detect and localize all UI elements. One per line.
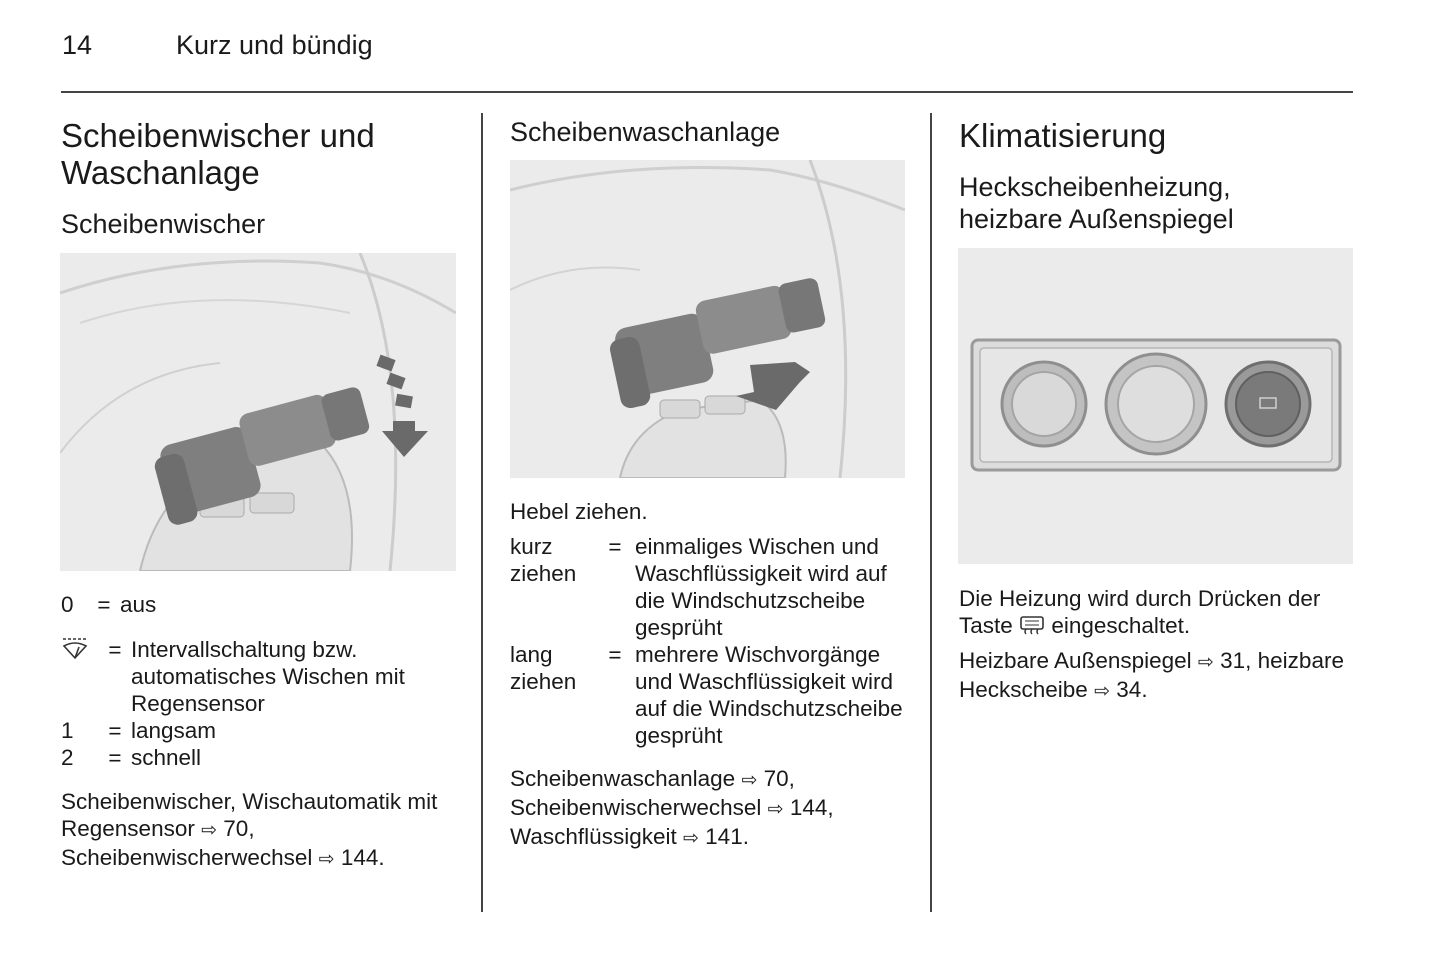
legend-equals: = [108,718,122,743]
rear-window-heating-icon [1019,614,1045,641]
ref-page[interactable]: 144 [789,795,828,820]
ref-page[interactable]: 70 [763,766,789,791]
column-divider-1 [481,113,483,912]
legend-equals: = [108,637,122,662]
arrow-ref-icon: ⇨ [201,820,218,841]
legend-row-slow [61,717,461,744]
arrow-ref-icon: ⇨ [318,849,335,870]
ref-text: Scheibenwischerwechsel [510,795,762,820]
legend-row-interval [61,636,461,717]
def-row-short [510,533,910,641]
arrow-ref-icon: ⇨ [1094,681,1111,702]
ref-page[interactable]: 31 [1220,648,1246,673]
def-equals: = [608,642,622,667]
legend-equals: = [108,745,122,770]
legend-row-fast [61,744,461,771]
para-text: eingeschaltet. [1051,613,1191,638]
wiper-interval-icon [61,636,99,717]
wiper-lever-illustration [60,253,456,571]
climate-references: Heizbare Außenspiegel ⇨ 31, heizbare Heckscheibe ⇨ 34. [959,648,1344,702]
def-equals: = [608,534,622,559]
ref-text: Waschflüssigkeit [510,824,677,849]
washer-lever-figure [510,160,905,478]
climate-panel-figure [958,248,1353,564]
arrow-ref-icon: ⇨ [1197,652,1214,673]
ref-text: Heizbare Außenspiegel [959,648,1192,673]
ref-text: Scheibenwischerwechsel [61,845,313,870]
legend-equals: = [97,592,111,617]
legend-key: 1 [61,718,74,743]
ref-page[interactable]: 144 [340,845,379,870]
wiper-references: Scheibenwischer, Wischautomatik mit Regensensor ⇨ 70, Scheibenwischerwechsel ⇨ 144. [61,789,438,870]
ref-page[interactable]: 70 [223,816,249,841]
def-key: kurz ziehen [510,534,577,586]
subsection-title-heating: Heckscheibenheizung, heizbare Außenspiegel [959,172,1234,234]
arrow-ref-icon: ⇨ [767,799,784,820]
header-rule [61,91,1353,93]
column-divider-2 [930,113,932,912]
arrow-ref-icon: ⇨ [741,770,758,791]
section-title-climate: Klimatisierung [959,117,1167,154]
section-title-washer: Scheibenwaschanlage [510,117,781,147]
wiper-lever-figure [60,253,456,571]
legend-row-off [61,591,461,618]
legend-value: aus [120,592,157,617]
washer-definitions [510,533,910,749]
ref-text: Scheibenwaschanlage [510,766,736,791]
heating-instruction [959,585,1354,641]
def-value: einmaliges Wischen und Waschflüssigkeit wird auf die Windschutzscheibe gesprüht [635,534,887,640]
legend-key: 2 [61,745,74,770]
ref-page[interactable]: 34 [1116,677,1142,702]
page-number: 14 [62,30,93,60]
chapter-title: Kurz und bündig [176,30,373,60]
legend-value: langsam [131,718,217,743]
washer-instruction: Hebel ziehen. [510,499,648,524]
washer-references: Scheibenwaschanlage ⇨ 70, Scheibenwischerwechsel ⇨ 144, Waschflüssigkeit ⇨ 141. [510,766,834,849]
def-row-long [510,641,910,749]
ref-text: heizbare Heckscheibe [959,648,1344,702]
subsection-title-wipers: Scheibenwischer [61,209,266,239]
legend-value: schnell [131,745,202,770]
section-title-wipers: Scheibenwischer und Waschanlage [61,117,375,191]
legend-value: Intervallschaltung bzw. automatisches Wischen mit Regensensor [131,637,405,716]
para-text: Die Heizung wird durch Drücken der Taste [959,586,1321,638]
arrow-ref-icon: ⇨ [682,828,699,849]
def-key: lang ziehen [510,642,577,694]
ref-text: Scheibenwischer, Wischautomatik mit Regensensor [61,789,438,841]
wiper-legend [61,591,461,771]
ref-page[interactable]: 141 [705,824,743,849]
climate-panel-illustration [958,248,1353,564]
def-value: mehrere Wischvorgänge und Waschflüssigkeit wird auf die Windschutzscheibe gesprüht [635,642,903,748]
washer-lever-illustration [510,160,905,478]
legend-key: 0 [61,592,74,617]
